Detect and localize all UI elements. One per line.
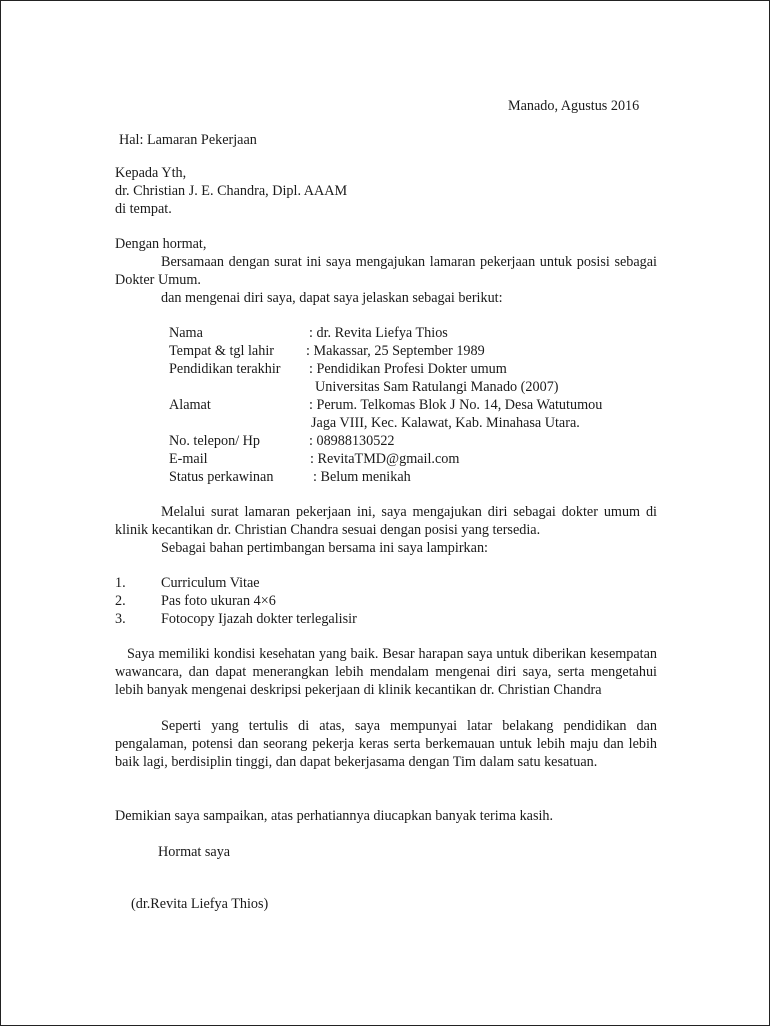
intro-paragraph: Bersamaan dengan surat ini saya mengajukan lamaran pekerjaan untuk posisi sebagai Dokter Umum. xyxy=(115,254,657,288)
list-item-number: 3. xyxy=(115,611,126,627)
recipient-salutation: Kepada Yth, xyxy=(115,165,187,181)
field-value: : dr. Revita Liefya Thios xyxy=(309,325,448,341)
list-item-text: Fotocopy Ijazah dokter terlegalisir xyxy=(161,611,357,627)
body-paragraph-3: Seperti yang tertulis di atas, saya mempunyai latar belakang pendidikan dan pengalaman, potensi dan seorang pekerja keras serta berkemauan untuk lebih maju dan lebih baik lagi, berdisiplin tinggi, dan dapat bekerjasama dengan Tim dalam satu kesatuan. xyxy=(115,718,657,770)
field-label: Status perkawinan xyxy=(169,469,274,485)
body-paragraph-1: Melalui surat lamaran pekerjaan ini, saya mengajukan diri sebagai dokter umum di klinik kecantikan dr. Christian Chandra sesuai dengan posisi yang tersedia. xyxy=(115,504,657,538)
recipient-name: dr. Christian J. E. Chandra, Dipl. AAAM xyxy=(115,183,348,199)
intro-line-2: dan mengenai diri saya, dapat saya jelaskan sebagai berikut: xyxy=(161,290,503,306)
field-value: Jaga VIII, Kec. Kalawat, Kab. Minahasa Utara. xyxy=(311,415,580,431)
field-value: : Makassar, 25 September 1989 xyxy=(306,343,485,359)
field-row-birth xyxy=(169,342,649,360)
field-row-phone xyxy=(169,432,649,450)
list-item-number: 1. xyxy=(115,575,126,591)
list-item-text: Pas foto ukuran 4×6 xyxy=(161,593,276,609)
field-row-email xyxy=(169,450,649,468)
field-label: Nama xyxy=(169,325,203,341)
place-date: Manado, Agustus 2016 xyxy=(508,98,640,114)
sign-off: Hormat saya xyxy=(158,844,231,860)
field-label: E-mail xyxy=(169,451,208,467)
attachments-intro: Sebagai bahan pertimbangan bersama ini saya lampirkan: xyxy=(161,540,488,556)
field-label: Tempat & tgl lahir xyxy=(169,343,274,359)
signature-name: (dr.Revita Liefya Thios) xyxy=(131,896,269,912)
subject-line: Hal: Lamaran Pekerjaan xyxy=(119,132,257,148)
field-row-marital-status xyxy=(169,468,649,486)
list-item-text: Curriculum Vitae xyxy=(161,575,260,591)
field-value: : Belum menikah xyxy=(313,469,411,485)
field-value: : Perum. Telkomas Blok J No. 14, Desa Watutumou xyxy=(309,397,603,413)
body-paragraph-2: Saya memiliki kondisi kesehatan yang baik. Besar harapan saya untuk diberikan kesempatan wawancara, dan dapat menerangkan lebih mendalam mengenai diri saya, serta mengetahui lebih banyak mengenai deskripsi pekerjaan di klinik kecantikan dr. Christian Chandra xyxy=(115,646,657,698)
field-value: Universitas Sam Ratulangi Manado (2007) xyxy=(315,379,559,395)
field-value: : 08988130522 xyxy=(309,433,395,449)
recipient-place: di tempat. xyxy=(115,201,172,217)
field-value: : RevitaTMD@gmail.com xyxy=(310,451,460,467)
greeting: Dengan hormat, xyxy=(115,236,207,252)
field-row-education xyxy=(169,360,649,378)
field-row-education-cont xyxy=(169,378,649,396)
field-row-name xyxy=(169,324,649,342)
field-row-address xyxy=(169,396,649,414)
field-label: Alamat xyxy=(169,397,211,413)
closing-line: Demikian saya sampaikan, atas perhatiannya diucapkan banyak terima kasih. xyxy=(115,808,554,824)
list-item-number: 2. xyxy=(115,593,126,609)
field-value: : Pendidikan Profesi Dokter umum xyxy=(309,361,507,377)
field-row-address-cont xyxy=(169,414,649,432)
field-label: Pendidikan terakhir xyxy=(169,361,281,377)
field-label: No. telepon/ Hp xyxy=(169,433,261,449)
